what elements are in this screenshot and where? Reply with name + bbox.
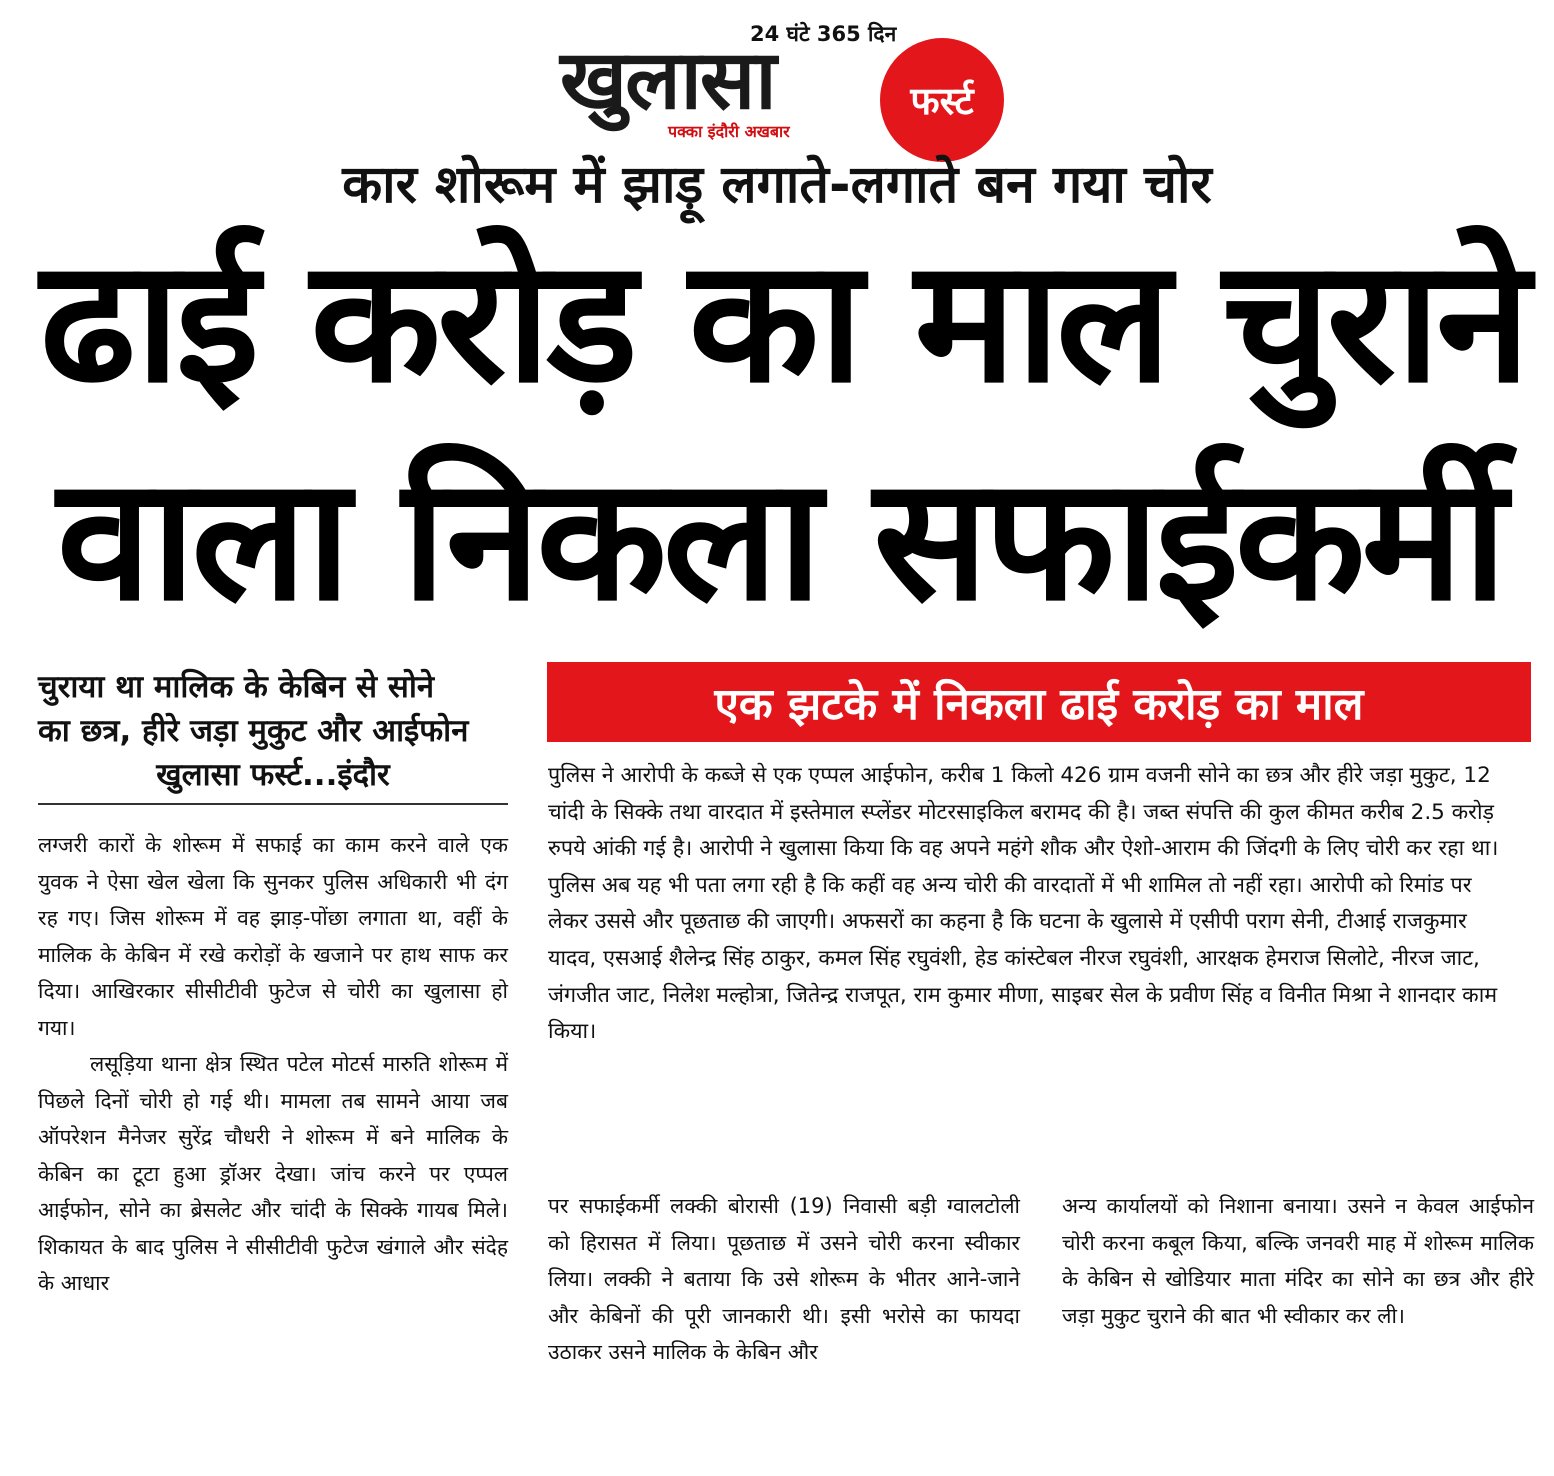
masthead-tagline: 24 घंटे 365 दिन [750, 22, 897, 46]
right-block-body: पुलिस ने आरोपी के कब्जे से एक एप्पल आईफोन, करीब 1 किलो 426 ग्राम वजनी सोने का छत्र और हीरे जड़ा मुकुट, 12 चांदी के सिक्के तथा वारदात में इस्तेमाल स्प्लेंडर मोटरसाइकिल बरामद की है। जब्त संपत्ति की कुल कीमत करीब 2.5 करोड़ रुपये आंकी गई है। आरोपी ने खुलासा किया कि वह अपने महंगे शौक और ऐशो-आराम की जिंदगी के लिए चोरी कर रहा था। पुलिस अब यह भी पता लगा रही है कि कहीं वह अन्य चोरी की वारदातों में भी शामिल तो नहीं रहा। आरोपी को रिमांड पर लेकर उससे और पूछताछ की जाएगी। अफसरों का कहना है कि घटना के खुलासे में एसीपी पराग सेनी, टीआई राजकुमार यादव, एसआई शैलेन्द्र सिंह ठाकुर, कमल सिंह रघुवंशी, हेड कांस्टेबल नीरज रघुवंशी, आरक्षक हेमराज सिलोटे, नीरज जाट, जंगजीत जाट, निलेश मल्होत्रा, जितेन्द्र राजपूत, राम कुमार मीणा, साइबर सेल के प्रवीण सिंह व विनीत मिश्रा ने शानदार काम किया। [548, 763, 1499, 1045]
brand-badge-circle [880, 38, 1004, 162]
brand-badge-text: फर्स्ट [910, 78, 974, 123]
left-column-body [38, 827, 508, 1302]
far-column-body: अन्य कार्यालयों को निशाना बनाया। उसने न केवल आईफोन चोरी करना कबूल किया, बल्कि जनवरी माह में शोरूम मालिक के केबिन से खोडियार माता मंदिर का सोने का छत्र और हीरे जड़ा मुकुट चुराने की बात भी स्वीकार कर ली। [1062, 1194, 1534, 1328]
left-paragraph-2: लसूड़िया थाना क्षेत्र स्थित पटेल मोटर्स मारुति शोरूम में पिछले दिनों चोरी हो गई थी। मामला तब सामने आया जब ऑपरेशन मैनेजर सुरेंद्र चौधरी ने शोरूम में बने मालिक के केबिन का टूटा हुआ ड्रॉअर देखा। जांच करने पर एप्पल आईफोन, सोने का ब्रेसलेट और चांदी के सिक्के गायब मिले। शिकायत के बाद पुलिस ने सीसीटीवी फुटेज खंगाले और संदेह के आधार [38, 1052, 508, 1295]
sub-deck-line-1: चुराया था मालिक के केबिन से सोने [38, 669, 435, 705]
brand-logo-name: खुलासा [560, 33, 775, 128]
section-banner [547, 662, 1531, 742]
main-headline-line-2: वाला निकला सफाईकर्मी [56, 441, 1504, 639]
main-headline-line-1: ढाई करोड़ का माल चुराने [40, 223, 1527, 421]
dateline: खुलासा फर्स्ट...इंदौर [156, 757, 390, 793]
sub-deck [38, 665, 508, 797]
masthead [550, 14, 1020, 144]
left-paragraph-1: लग्जरी कारों के शोरूम में सफाई का काम करने वाले एक युवक ने ऐसा खेल खेला कि सुनकर पुलिस अधिकारी भी दंग रह गए। जिस शोरूम में वह झाड़-पोंछा लगाता था, वहीं के मालिक के केबिन में रखे करोड़ों के खजाने पर हाथ साफ कर दिया। आखिरकार सीसीटीवी फुटेज से चोरी का खुलासा हो गया। [38, 833, 508, 1040]
kicker-headline: कार शोरूम में झाड़ू लगाते-लगाते बन गया चोर [342, 155, 1212, 215]
middle-column-body: पर सफाईकर्मी लक्की बोरासी (19) निवासी बड़ी ग्वालटोली को हिरासत में लिया। पूछताछ में उसने चोरी करना स्वीकार लिया। लक्की ने बताया कि उसे शोरूम के भीतर आने-जाने और केबिनों की पूरी जानकारी थी। इसी भरोसे का फायदा उठाकर उसने मालिक के केबिन और [548, 1194, 1020, 1364]
section-banner-text: एक झटके में निकला ढाई करोड़ का माल [714, 679, 1364, 730]
sub-deck-line-2: का छत्र, हीरे जड़ा मुकुट और आईफोन [38, 713, 469, 749]
column-divider-rule [38, 803, 508, 805]
brand-logo-subtitle: पक्का इंदौरी अखबार [668, 122, 790, 141]
